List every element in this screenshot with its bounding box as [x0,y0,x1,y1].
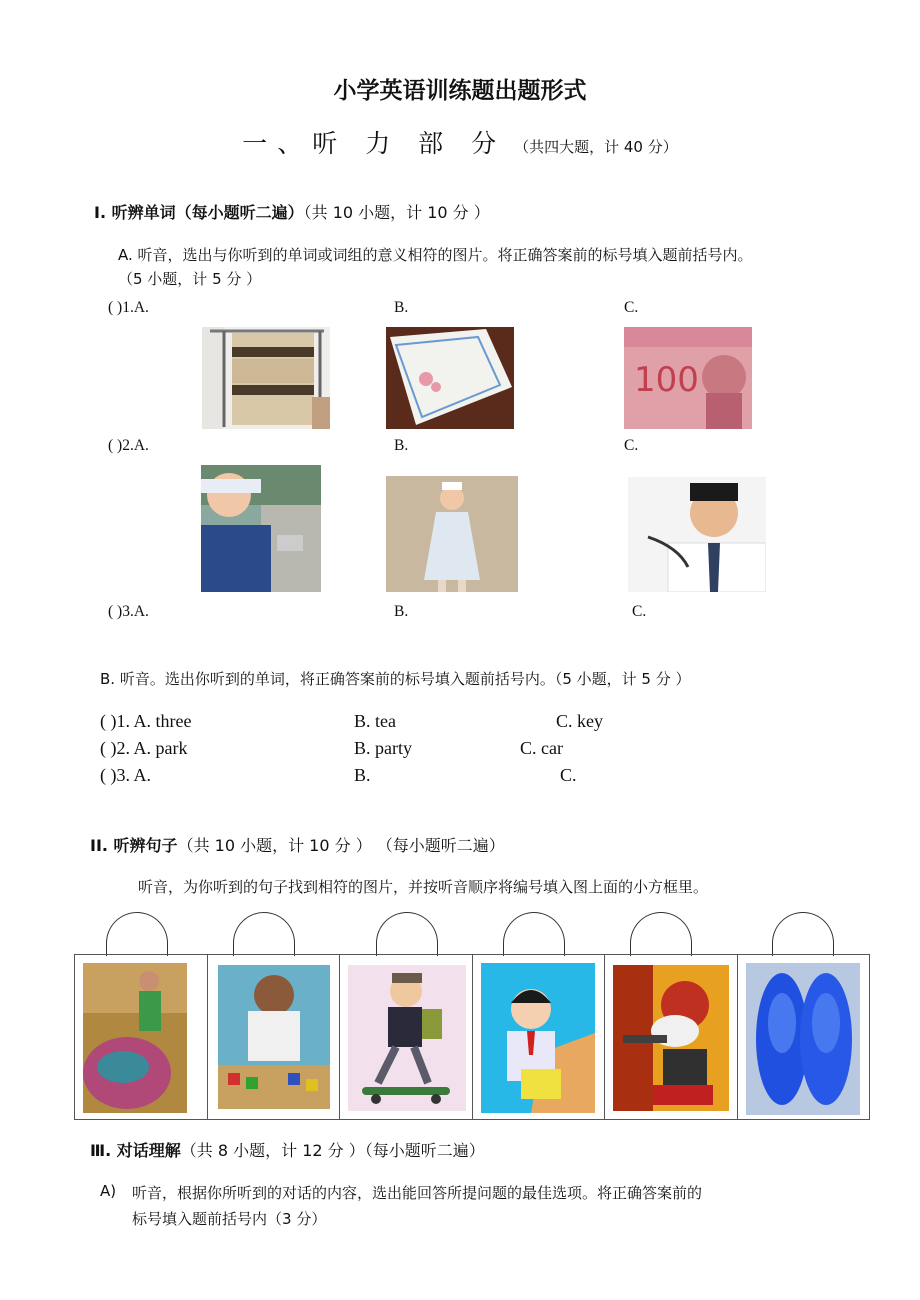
doctor-photo [628,477,766,592]
section1-partA-line1: A. 听音，选出与你听到的单词或词组的意义相符的图片。将正确答案前的标号填入题前括号内。 [118,246,753,264]
partB-q1-c: C. key [556,711,603,731]
nurse-photo [386,476,518,592]
section3-heading-bold: Ⅲ. 对话理解 [90,1141,181,1160]
partA-q2-c: C. [624,437,639,454]
section3-heading-rest: （共 8 小题，计 12 分 ）（每小题听二遍） [180,1141,485,1160]
picture-cell-1 [75,955,208,1119]
section2-instruction: 听音，为你听到的句子找到相符的图片，并按听音顺序将编号填入图上面的小方框里。 [138,878,709,896]
section3-a-line1: 听音，根据你所听到的对话的内容，选出能回答所提问题的最佳选项。将正确答案前的 [132,1184,703,1202]
section1-partB-line: B. 听音。选出你听到的单词，将正确答案前的标号填入题前括号内。（5 小题，计 5 分 ） [100,670,691,688]
partB-q2-b: B. party [354,738,412,758]
partA-q1-c: C. [624,299,639,316]
section1-heading [94,200,490,223]
partB-q1-b: B. tea [354,711,396,731]
partA-q2: ( )2.A. [108,437,149,454]
section2-heading-rest: （共 10 小题，计 10 分 ） （每小题听二遍） [177,836,505,855]
firefighter-cartoon [613,965,729,1111]
partB-q3-c: C. [560,765,577,785]
partB-q3: ( )3. A. [100,765,151,785]
section3-a-label: A) [100,1182,117,1200]
partA-q1-b: B. [394,299,409,316]
picture-cell-6 [738,955,870,1119]
policewoman-photo [201,465,321,592]
answer-box-1[interactable] [106,912,168,956]
section3-a-line2: 标号填入题前括号内（3 分） [132,1210,327,1228]
reading-boy-cartoon [481,963,595,1113]
partA-q3-c: C. [632,603,647,620]
partB-q2: ( )2. A. park [100,738,188,758]
section1-heading-rest: （共 10 小题，计 10 分 ） [303,203,490,222]
partB-q2-c: C. car [520,738,563,758]
answer-box-2[interactable] [233,912,295,956]
partA-q1: ( )1.A. [108,299,149,316]
toy-blocks-photo [218,965,330,1109]
section2-heading [90,833,505,856]
section2-heading-bold: II. 听辨句子 [90,836,178,855]
partA-q3: ( )3.A. [108,603,149,620]
partB-q3-b: B. [354,765,371,785]
partB-q1: ( )1. A. three [100,711,192,731]
section1-partA-line2: （5 小题，计 5 分 ） [118,270,262,288]
handkerchief-photo [386,327,514,429]
section3-heading [90,1138,485,1161]
answer-box-4[interactable] [503,912,565,956]
banknote-photo [624,327,752,429]
partA-q3-b: B. [394,603,409,620]
answer-box-6[interactable] [772,912,834,956]
picture-cell-5 [605,955,738,1119]
slippers-photo [746,963,860,1115]
part-heading [0,124,920,160]
partA-q2-b: B. [394,437,409,454]
part-heading-note: （共四大题，计 40 分） [514,138,678,156]
picture-row [74,954,870,1120]
skateboarder-cartoon [348,965,466,1111]
picture-cell-2 [208,955,341,1119]
picture-cell-3 [340,955,473,1119]
cleaning-photo [83,963,187,1113]
page-title: 小学英语训练题出题形式 [333,78,587,104]
svg-text:100: 100 [634,360,699,400]
answer-box-3[interactable] [376,912,438,956]
answer-box-5[interactable] [630,912,692,956]
towel-photo [202,327,330,429]
section1-heading-bold: Ⅰ. 听辨单词（每小题听二遍） [94,203,304,222]
picture-cell-4 [473,955,606,1119]
part-heading-text: 一、听 力 部 分 [242,129,507,158]
